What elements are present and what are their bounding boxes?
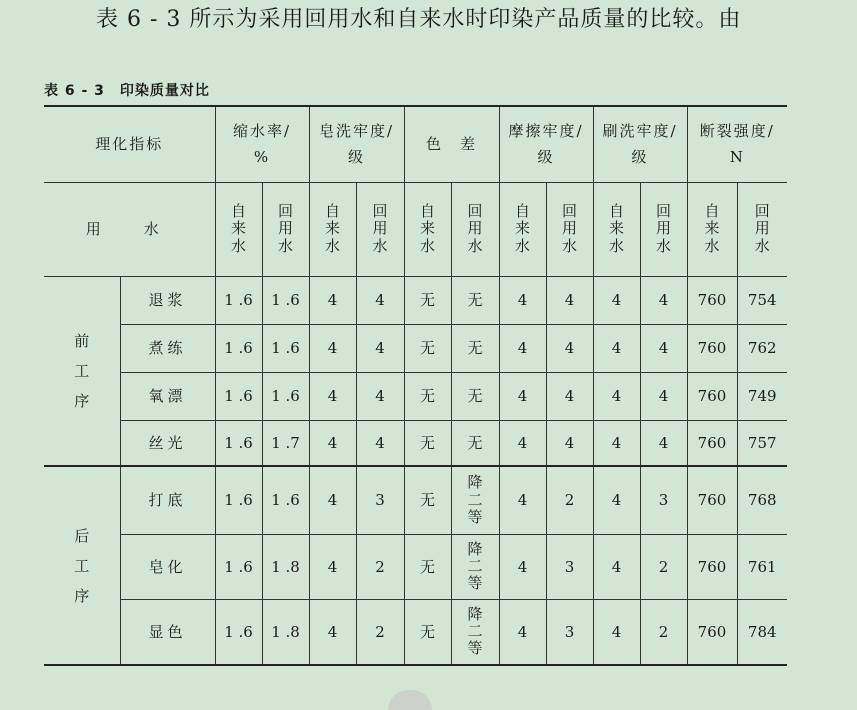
table-caption: 表 6 - 3 印染质量对比 bbox=[44, 83, 210, 99]
value-cell: 760 bbox=[687, 534, 737, 599]
value-cell: 760 bbox=[687, 372, 737, 420]
intro-paragraph: 表 6 - 3 所示为采用回用水和自来水时印染产品质量的比较。由 bbox=[96, 7, 742, 32]
corner-label: 理化指标 bbox=[44, 106, 215, 182]
value-cell: 1 .6 bbox=[215, 534, 262, 599]
value-cell: 无 bbox=[404, 599, 451, 665]
value-cell: 2 bbox=[546, 466, 593, 534]
tap-water-header: 自 来 水 bbox=[687, 182, 737, 276]
value-cell: 无 bbox=[404, 420, 451, 466]
metric-header: 摩擦牢度/ 级 bbox=[499, 106, 593, 182]
value-cell: 1 .8 bbox=[262, 599, 309, 665]
value-cell: 754 bbox=[737, 276, 787, 324]
value-cell: 4 bbox=[640, 420, 687, 466]
process-name: 显色 bbox=[120, 599, 215, 665]
value-cell: 4 bbox=[640, 276, 687, 324]
value-cell: 降 二 等 bbox=[451, 466, 499, 534]
value-cell: 无 bbox=[404, 466, 451, 534]
value-cell: 1 .6 bbox=[262, 372, 309, 420]
reuse-water-header: 回 用 水 bbox=[546, 182, 593, 276]
value-cell: 1 .8 bbox=[262, 534, 309, 599]
value-cell: 784 bbox=[737, 599, 787, 665]
value-cell: 4 bbox=[309, 324, 356, 372]
reuse-water-header: 回 用 水 bbox=[356, 182, 404, 276]
tap-water-header: 自 来 水 bbox=[309, 182, 356, 276]
value-cell: 2 bbox=[356, 534, 404, 599]
value-cell: 1 .6 bbox=[215, 276, 262, 324]
value-cell: 4 bbox=[593, 324, 640, 372]
process-name: 皂化 bbox=[120, 534, 215, 599]
stage-label: 后 工 序 bbox=[44, 466, 120, 665]
value-cell: 760 bbox=[687, 599, 737, 665]
reuse-water-header: 回 用 水 bbox=[737, 182, 787, 276]
stage-label: 前 工 序 bbox=[44, 276, 120, 466]
reuse-water-header: 回 用 水 bbox=[451, 182, 499, 276]
table-row bbox=[44, 420, 787, 466]
value-cell: 4 bbox=[309, 276, 356, 324]
value-cell: 760 bbox=[687, 466, 737, 534]
reuse-water-header: 回 用 水 bbox=[262, 182, 309, 276]
value-cell: 4 bbox=[593, 372, 640, 420]
value-cell: 4 bbox=[499, 276, 546, 324]
value-cell: 760 bbox=[687, 276, 737, 324]
process-name: 煮练 bbox=[120, 324, 215, 372]
table-row bbox=[44, 372, 787, 420]
tap-water-header: 自 来 水 bbox=[215, 182, 262, 276]
value-cell: 无 bbox=[404, 534, 451, 599]
value-cell: 760 bbox=[687, 324, 737, 372]
value-cell: 4 bbox=[546, 324, 593, 372]
process-name: 打底 bbox=[120, 466, 215, 534]
value-cell: 无 bbox=[404, 372, 451, 420]
value-cell: 4 bbox=[499, 372, 546, 420]
value-cell: 4 bbox=[499, 599, 546, 665]
value-cell: 762 bbox=[737, 324, 787, 372]
table-row bbox=[44, 276, 787, 324]
tap-water-header: 自 来 水 bbox=[499, 182, 546, 276]
value-cell: 4 bbox=[356, 420, 404, 466]
quality-comparison-table bbox=[44, 105, 787, 666]
value-cell: 4 bbox=[309, 599, 356, 665]
value-cell: 760 bbox=[687, 420, 737, 466]
process-name: 丝光 bbox=[120, 420, 215, 466]
value-cell: 4 bbox=[356, 276, 404, 324]
reuse-water-header: 回 用 水 bbox=[640, 182, 687, 276]
value-cell: 4 bbox=[593, 466, 640, 534]
value-cell: 3 bbox=[640, 466, 687, 534]
value-cell: 4 bbox=[309, 466, 356, 534]
value-cell: 1 .6 bbox=[262, 466, 309, 534]
value-cell: 768 bbox=[737, 466, 787, 534]
value-cell: 749 bbox=[737, 372, 787, 420]
value-cell: 3 bbox=[356, 466, 404, 534]
metric-header: 刷洗牢度/ 级 bbox=[593, 106, 687, 182]
value-cell: 4 bbox=[356, 372, 404, 420]
value-cell: 4 bbox=[499, 534, 546, 599]
value-cell: 4 bbox=[499, 466, 546, 534]
metric-header: 断裂强度/ N bbox=[687, 106, 787, 182]
value-cell: 1 .6 bbox=[215, 466, 262, 534]
value-cell: 降 二 等 bbox=[451, 599, 499, 665]
value-cell: 4 bbox=[546, 276, 593, 324]
water-label: 用 水 bbox=[44, 182, 215, 276]
value-cell: 1 .6 bbox=[262, 324, 309, 372]
value-cell: 3 bbox=[546, 534, 593, 599]
value-cell: 无 bbox=[451, 324, 499, 372]
value-cell: 无 bbox=[451, 372, 499, 420]
value-cell: 3 bbox=[546, 599, 593, 665]
value-cell: 4 bbox=[593, 420, 640, 466]
table-row bbox=[44, 466, 787, 534]
value-cell: 4 bbox=[546, 372, 593, 420]
value-cell: 761 bbox=[737, 534, 787, 599]
value-cell: 4 bbox=[593, 599, 640, 665]
value-cell: 无 bbox=[404, 324, 451, 372]
value-cell: 2 bbox=[640, 534, 687, 599]
value-cell: 4 bbox=[309, 420, 356, 466]
value-cell: 4 bbox=[309, 534, 356, 599]
value-cell: 1 .6 bbox=[215, 372, 262, 420]
value-cell: 无 bbox=[404, 276, 451, 324]
value-cell: 4 bbox=[499, 324, 546, 372]
value-cell: 1 .6 bbox=[215, 420, 262, 466]
value-cell: 1 .6 bbox=[215, 599, 262, 665]
value-cell: 1 .6 bbox=[262, 276, 309, 324]
value-cell: 4 bbox=[309, 372, 356, 420]
table-row bbox=[44, 324, 787, 372]
value-cell: 无 bbox=[451, 420, 499, 466]
process-name: 退浆 bbox=[120, 276, 215, 324]
value-cell: 4 bbox=[546, 420, 593, 466]
value-cell: 4 bbox=[356, 324, 404, 372]
value-cell: 降 二 等 bbox=[451, 534, 499, 599]
tap-water-header: 自 来 水 bbox=[404, 182, 451, 276]
tap-water-header: 自 来 水 bbox=[593, 182, 640, 276]
metric-header: 皂洗牢度/ 级 bbox=[309, 106, 404, 182]
value-cell: 2 bbox=[640, 599, 687, 665]
value-cell: 757 bbox=[737, 420, 787, 466]
table-row bbox=[44, 599, 787, 665]
value-cell: 4 bbox=[593, 276, 640, 324]
process-name: 氧漂 bbox=[120, 372, 215, 420]
metric-header: 缩水率/ % bbox=[215, 106, 309, 182]
value-cell: 无 bbox=[451, 276, 499, 324]
page-watermark bbox=[388, 690, 432, 710]
value-cell: 4 bbox=[499, 420, 546, 466]
value-cell: 1 .6 bbox=[215, 324, 262, 372]
table-row bbox=[44, 534, 787, 599]
value-cell: 2 bbox=[356, 599, 404, 665]
value-cell: 4 bbox=[640, 372, 687, 420]
value-cell: 4 bbox=[640, 324, 687, 372]
value-cell: 4 bbox=[593, 534, 640, 599]
metric-header: 色 差 bbox=[404, 106, 499, 182]
value-cell: 1 .7 bbox=[262, 420, 309, 466]
